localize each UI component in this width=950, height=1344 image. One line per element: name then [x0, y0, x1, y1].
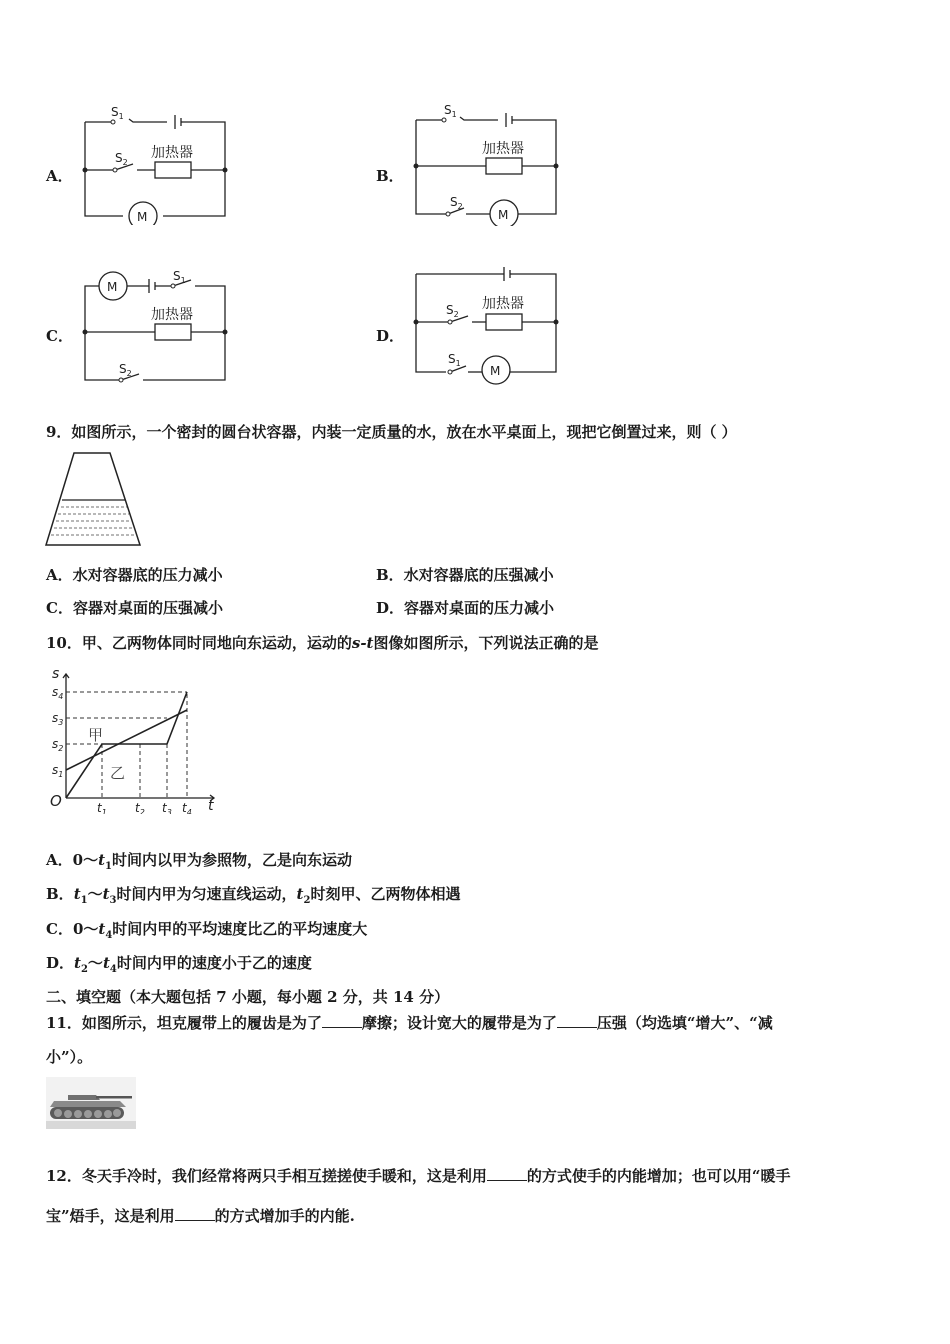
- q10-option-d[interactable]: D．$t_2\sim t_4$时间内甲的速度小于乙的速度: [46, 954, 312, 975]
- q9-frustum-container-figure: [44, 450, 144, 550]
- q9-option-a[interactable]: A．水对容器底的压力减小: [46, 566, 223, 584]
- svg-text:t1: $t_1$: [97, 801, 107, 814]
- q9-option-b[interactable]: B．水对容器底的压强减小: [376, 566, 554, 584]
- circuit-d-label: D．: [376, 327, 405, 345]
- circuit-a-diagram: [75, 100, 235, 225]
- circuit-a-heater: 加热器: [151, 145, 193, 161]
- q11-tank-image: [46, 1077, 136, 1129]
- q11-blank-1[interactable]: [322, 1013, 362, 1028]
- section-2-title: 二、填空题（本大题包括 7 小题，每小题 2 分，共 14 分）: [46, 988, 450, 1006]
- circuit-c-motor: M: [107, 280, 118, 294]
- circuit-c-s1: $S_1$: [173, 269, 186, 285]
- circuit-d-s1: $S_1$: [448, 352, 461, 368]
- circuit-c-diagram: [75, 262, 235, 387]
- svg-text:t: t: [208, 798, 214, 814]
- circuit-a-s1: $S_1$: [111, 105, 124, 121]
- svg-text:s3: $s_3$: [52, 711, 64, 727]
- q10-label-yi: 乙: [110, 764, 126, 782]
- svg-text:O: O: [50, 792, 62, 810]
- svg-text:s4: $s_4$: [52, 685, 64, 701]
- circuit-a-label: A．: [46, 167, 73, 185]
- q12-blank-2[interactable]: [175, 1206, 215, 1221]
- q10-st-graph: [46, 664, 226, 814]
- circuit-a-s2: $S_2$: [115, 151, 128, 167]
- circuit-d-heater: 加热器: [482, 296, 524, 312]
- q10-option-a[interactable]: A．$0\sim t_1$时间内以甲为参照物，乙是向东运动: [46, 851, 352, 872]
- svg-text:t3: $t_3$: [162, 801, 172, 814]
- q10-stem: 10．甲、乙两物体同时同地向东运动，运动的s-t图像如图所示，下列说法正确的是: [46, 634, 599, 652]
- circuit-c-heater: 加热器: [151, 307, 193, 323]
- circuit-b-s2: $S_2$: [450, 195, 463, 211]
- q9-option-d[interactable]: D．容器对桌面的压力减小: [376, 599, 555, 617]
- circuit-b-heater: 加热器: [482, 141, 524, 157]
- circuit-c-s2: $S_2$: [119, 362, 132, 378]
- q10-label-jia: 甲: [88, 726, 104, 744]
- q9-stem: 9．如图所示，一个密封的圆台状容器，内装一定质量的水，放在水平桌面上，现把它倒置过来，则（ ）: [46, 423, 737, 441]
- svg-text:t2: $t_2$: [135, 801, 145, 814]
- circuit-b-s1: $S_1$: [444, 103, 457, 119]
- svg-text:t4: $t_4$: [182, 801, 192, 814]
- q9-option-c[interactable]: C．容器对桌面的压强减小: [46, 599, 223, 617]
- svg-text:s: s: [52, 666, 60, 682]
- q10-option-b[interactable]: B．$t_1\sim t_3$时间内甲为匀速直线运动，$t_2$时刻甲、乙两物体相遇: [46, 885, 461, 906]
- svg-text:s1: $s_1$: [52, 763, 64, 779]
- q12-blank-1[interactable]: [487, 1166, 527, 1181]
- circuit-a-motor: M: [137, 210, 148, 224]
- q11-line-1: 11．如图所示，坦克履带上的履齿是为了 摩擦；设计宽大的履带是为了 压强（均选填“增大”、“减: [46, 1014, 773, 1032]
- q11-blank-2[interactable]: [557, 1013, 597, 1028]
- q12-line-1: 12．冬天手冷时，我们经常将两只手相互搓搓使手暖和，这是利用 的方式使手的内能增加；也可以用“暖手: [46, 1167, 791, 1185]
- circuit-d-motor: M: [490, 364, 501, 378]
- q11-line-2: 小”）。: [46, 1048, 93, 1066]
- circuit-d-s2: $S_2$: [446, 303, 459, 319]
- circuit-b-diagram: [406, 96, 566, 226]
- circuit-b-motor: M: [498, 208, 509, 222]
- circuit-b-label: B．: [376, 167, 404, 185]
- q12-line-2: 宝”焐手，这是利用 的方式增加手的内能.: [46, 1207, 355, 1225]
- q10-option-c[interactable]: C．$0\sim t_4$时间内甲的平均速度比乙的平均速度大: [46, 920, 368, 941]
- q10-line-jia: [66, 692, 187, 798]
- circuit-d-diagram: [406, 262, 566, 387]
- circuit-c-label: C．: [46, 327, 73, 345]
- svg-text:s2: $s_2$: [52, 737, 64, 753]
